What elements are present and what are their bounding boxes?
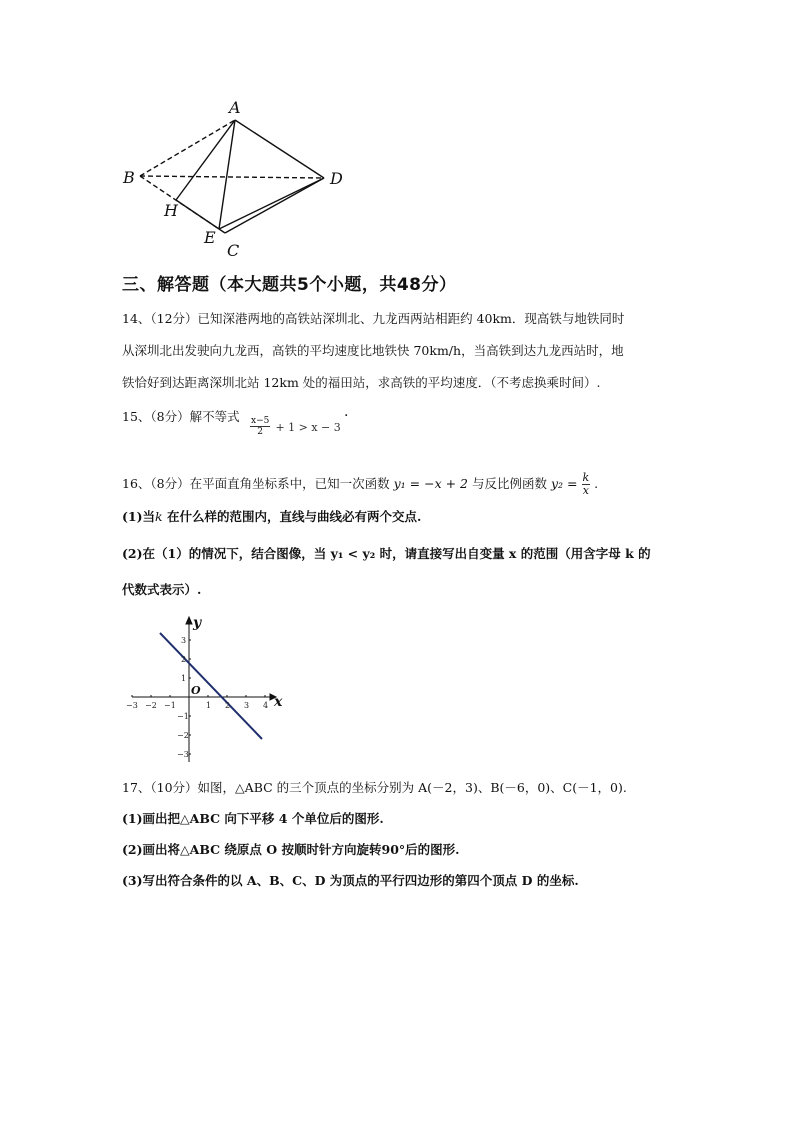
q15-line bbox=[122, 409, 240, 425]
x-axis-label: x bbox=[274, 694, 283, 710]
q15-prefix: 15、（8分）解不等式 bbox=[122, 409, 240, 424]
linear-function-line bbox=[160, 633, 262, 739]
section-heading: 三、解答题（本大题共5个小题，共48分） bbox=[122, 275, 457, 295]
q14-line-1: 14、（12分）已知深港两地的高铁站深圳北、九龙西两站相距约 40km．现高铁与地铁同时 bbox=[122, 311, 625, 326]
segment-ed bbox=[219, 178, 324, 229]
y-tick-3: 3 bbox=[181, 636, 187, 645]
q16-line-1 bbox=[122, 472, 598, 497]
segment-he bbox=[176, 200, 219, 229]
segment-cd bbox=[225, 178, 324, 233]
q15-inequality bbox=[250, 416, 341, 437]
x-tick-3: 3 bbox=[244, 701, 250, 710]
q15-inequality-rest: + 1 > x − 3 bbox=[275, 421, 341, 434]
y-axis-label: y bbox=[193, 615, 202, 631]
geometry-figure bbox=[118, 92, 358, 264]
y-tick-2: 2 bbox=[181, 655, 187, 664]
q16-part-2-line-2: 代数式表示）. bbox=[122, 582, 202, 597]
q16-end: . bbox=[594, 476, 599, 491]
x-tick-1: 1 bbox=[206, 701, 212, 710]
segment-ec bbox=[219, 229, 225, 233]
y-tick-1: 1 bbox=[181, 674, 187, 683]
q16-k-denominator: x bbox=[582, 484, 589, 497]
q16-part1-k: k bbox=[155, 509, 163, 524]
q16-k-numerator: k bbox=[582, 471, 590, 484]
point-label-d: D bbox=[330, 169, 343, 188]
x-tick-neg2: −2 bbox=[145, 701, 157, 710]
q15-fraction-numerator: x−5 bbox=[251, 416, 270, 426]
point-label-c: C bbox=[227, 241, 240, 260]
segment-ad bbox=[235, 120, 324, 178]
q16-part1-b: 在什么样的范围内，直线与曲线必有两个交点. bbox=[162, 509, 422, 524]
point-label-e: E bbox=[204, 228, 216, 247]
segment-ah bbox=[176, 120, 235, 200]
x-tick-4: 4 bbox=[263, 701, 269, 710]
origin-label: O bbox=[191, 684, 201, 697]
segment-ba bbox=[140, 120, 235, 176]
q16-k-fraction bbox=[582, 472, 591, 497]
q16-part1-a: (1)当 bbox=[122, 509, 156, 524]
segment-ae bbox=[219, 120, 235, 229]
x-tick-2: 2 bbox=[225, 701, 231, 710]
q17-line-1: 17、（10分）如图，△ABC 的三个顶点的坐标分别为 A(－2，3)、B(－6，0)、C(－1，0). bbox=[122, 780, 627, 795]
y-tick-neg3: −3 bbox=[177, 750, 189, 759]
q17-part-2: (2)画出将△ABC 绕原点 O 按顺时针方向旋转90°后的图形. bbox=[122, 842, 460, 857]
q17-part-3: (3)写出符合条件的以 A、B、C、D 为顶点的平行四边形的第四个顶点 D 的坐标. bbox=[122, 873, 579, 888]
y-axis-arrow-icon bbox=[186, 617, 192, 624]
x-tick-neg3: −3 bbox=[126, 701, 138, 710]
q14-line-2: 从深圳北出发驶向九龙西，高铁的平均速度比地铁快 70km/h，当高铁到达九龙西站时，地 bbox=[122, 343, 624, 358]
q15-fraction-denominator: 2 bbox=[257, 427, 264, 437]
q16-part-1 bbox=[122, 509, 421, 525]
segment-bd bbox=[140, 176, 324, 178]
point-label-b: B bbox=[123, 168, 135, 187]
q16-y1-formula: y₁ = −x + 2 bbox=[393, 476, 468, 491]
point-label-h: H bbox=[164, 201, 178, 220]
coordinate-graph bbox=[122, 612, 292, 768]
q16-mid: 与反比例函数 bbox=[471, 476, 547, 491]
q14-line-3: 铁恰好到达距离深圳北站 12km 处的福田站，求高铁的平均速度．（不考虑换乘时间）. bbox=[122, 375, 601, 390]
y-tick-neg2: −2 bbox=[177, 731, 189, 740]
q16-part-2-line-1: (2)在（1）的情况下，结合图像，当 y₁ < y₂ 时，请直接写出自变量 x 的范围（用含字母 k 的 bbox=[122, 546, 651, 561]
x-tick-neg1: −1 bbox=[164, 701, 176, 710]
q15-fraction bbox=[250, 416, 270, 437]
q17-part-1: (1)画出把△ABC 向下平移 4 个单位后的图形. bbox=[122, 811, 384, 826]
q15-period: . bbox=[344, 404, 349, 420]
y-tick-neg1: −1 bbox=[177, 712, 189, 721]
q16-y2-formula: y₂ = bbox=[550, 476, 578, 491]
point-label-a: A bbox=[229, 98, 241, 117]
q16-prefix: 16、（8分）在平面直角坐标系中，已知一次函数 bbox=[122, 476, 390, 491]
